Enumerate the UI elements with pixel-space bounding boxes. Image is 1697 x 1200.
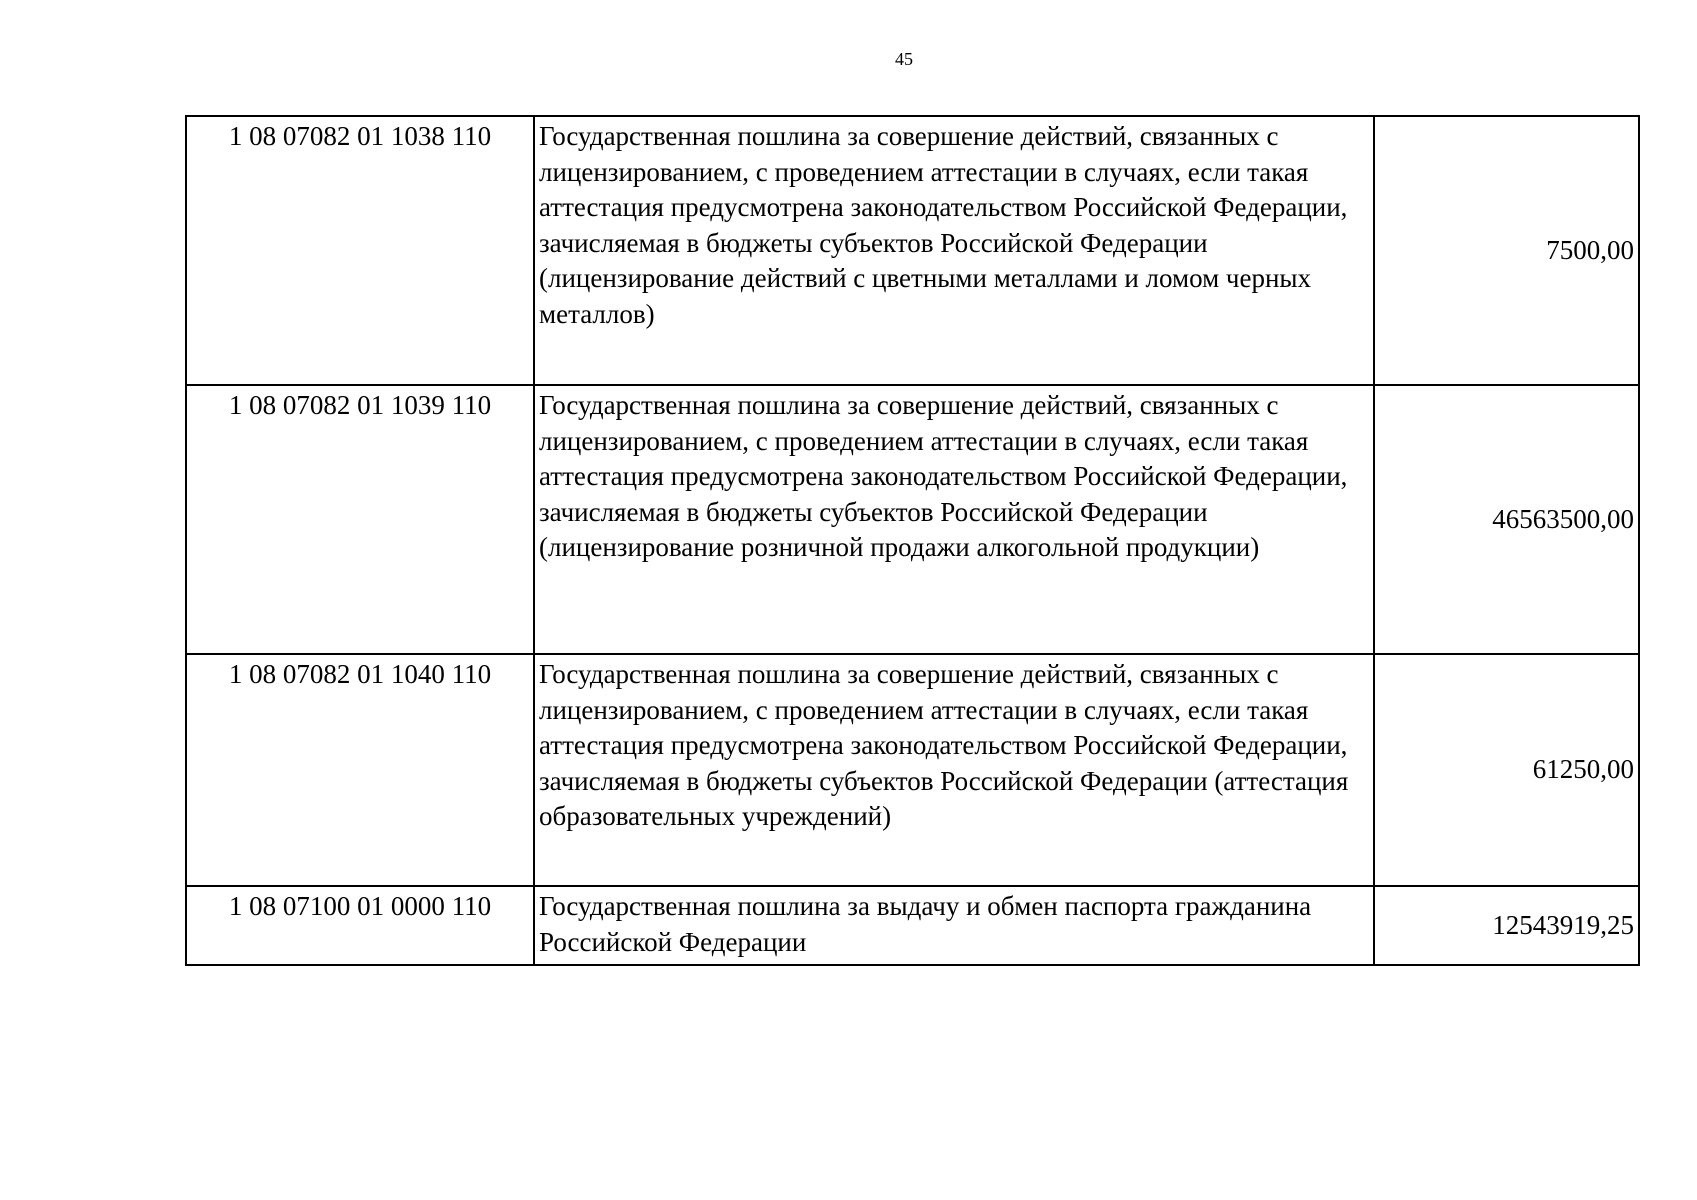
description-cell: Государственная пошлина за совершение действий, связанных с лицензированием, с проведением аттестации в случаях, если такая аттестация предусмотрена законодательством Российской Федерации, зачисляемая в бюджеты субъектов Российской Федерации (аттестация образовательных учреждений) [534, 654, 1374, 886]
table-row [186, 116, 1639, 385]
page-number: 45 [895, 49, 913, 69]
amount-cell: 46563500,00 [1374, 385, 1639, 654]
description-cell: Государственная пошлина за выдачу и обмен паспорта гражданина Российской Федерации [534, 886, 1374, 965]
description-cell: Государственная пошлина за совершение действий, связанных с лицензированием, с проведением аттестации в случаях, если такая аттестация предусмотрена законодательством Российской Федерации, зачисляемая в бюджеты субъектов Российской Федерации (лицензирование розничной продажи алкогольной продукции) [534, 385, 1374, 654]
budget-code-cell: 1 08 07082 01 1040 110 [186, 654, 534, 886]
budget-code-cell: 1 08 07082 01 1039 110 [186, 385, 534, 654]
amount-cell: 7500,00 [1374, 116, 1639, 385]
amount-cell: 61250,00 [1374, 654, 1639, 886]
revenue-table [185, 115, 1640, 966]
budget-code-cell: 1 08 07082 01 1038 110 [186, 116, 534, 385]
table-row [186, 654, 1639, 886]
budget-code-cell: 1 08 07100 01 0000 110 [186, 886, 534, 965]
table-row [186, 385, 1639, 654]
table-row [186, 886, 1639, 965]
amount-cell: 12543919,25 [1374, 886, 1639, 965]
description-cell: Государственная пошлина за совершение действий, связанных с лицензированием, с проведением аттестации в случаях, если такая аттестация предусмотрена законодательством Российской Федерации, зачисляемая в бюджеты субъектов Российской Федерации (лицензирование действий с цветными металлами и ломом черных металлов) [534, 116, 1374, 385]
